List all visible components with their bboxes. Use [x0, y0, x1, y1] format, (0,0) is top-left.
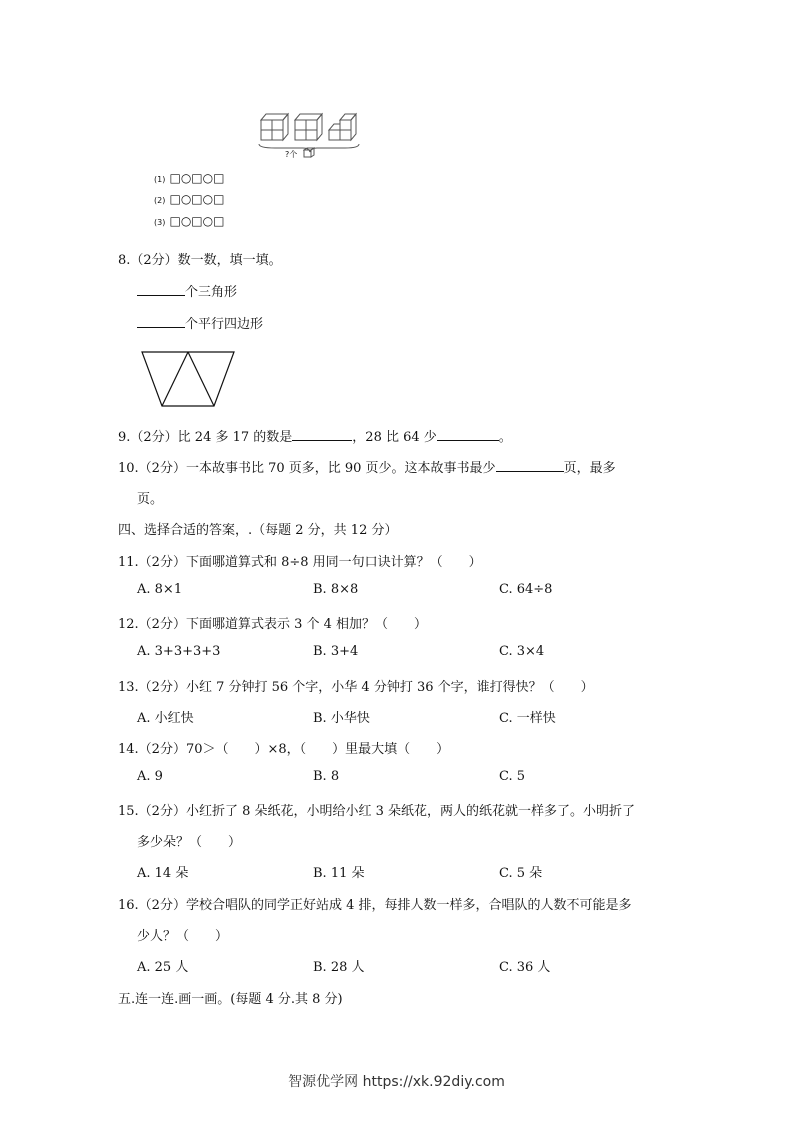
- question-15-cont: 多少朵？（ ）: [137, 835, 242, 850]
- parallelogram-count-blank[interactable]: [137, 313, 185, 328]
- question-16-cont: 少人？（ ）: [137, 929, 229, 944]
- question-9-part2: ，28 比 64 少: [352, 430, 437, 445]
- option-c[interactable]: C. 5: [499, 769, 526, 784]
- shape-boxes[interactable]: □○□○□: [169, 171, 225, 185]
- option-a[interactable]: A. 小红快: [137, 711, 194, 726]
- option-c[interactable]: C. 5 朵: [499, 866, 543, 881]
- answer-blank-9a[interactable]: [292, 426, 352, 441]
- question-10-cont: 页。: [137, 492, 164, 507]
- small-cube-icon: [303, 147, 315, 159]
- question-9-part1: 9.（2分）比 24 多 17 的数是: [118, 430, 293, 445]
- question-14-stem: 14.（2分）70＞（ ）×8，（ ）里最大填（ ）: [118, 742, 450, 757]
- cube-count-label: ?个: [285, 150, 298, 159]
- answer-blank-9b[interactable]: [437, 426, 499, 441]
- parallelogram-label: 个平行四边形: [185, 317, 264, 332]
- row-num: (2): [154, 196, 166, 205]
- question-12-stem: 12.（2分）下面哪道算式表示 3 个 4 相加？（ ）: [118, 617, 428, 632]
- question-8-stem: 8.（2分）数一数，填一填。: [118, 253, 282, 268]
- shape-boxes[interactable]: □○□○□: [169, 192, 225, 206]
- option-b[interactable]: B. 3+4: [313, 644, 359, 659]
- option-c[interactable]: C. 一样快: [499, 711, 556, 726]
- option-a[interactable]: A. 8×1: [137, 582, 183, 597]
- section-4-heading: 四、选择合适的答案，.（每题 2 分，共 12 分）: [118, 523, 398, 538]
- section-5-heading: 五.连一连.画一画。(每题 4 分.其 8 分): [118, 992, 343, 1007]
- question-9-part3: 。: [498, 430, 512, 445]
- option-a[interactable]: A. 14 朵: [137, 866, 189, 881]
- option-a[interactable]: A. 3+3+3+3: [137, 644, 221, 659]
- option-c[interactable]: C. 64÷8: [499, 582, 553, 597]
- question-13-stem: 13.（2分）小红 7 分钟打 56 个字，小华 4 分钟打 36 个字，谁打得快？（ ）: [118, 680, 594, 695]
- option-c[interactable]: C. 36 人: [499, 960, 551, 975]
- option-b[interactable]: B. 8: [313, 769, 340, 784]
- option-a[interactable]: A. 25 人: [137, 960, 189, 975]
- question-11-stem: 11.（2分）下面哪道算式和 8÷8 用同一句口诀计算？（ ）: [118, 555, 482, 570]
- row-num: (1): [154, 175, 166, 184]
- option-b[interactable]: B. 小华快: [313, 711, 370, 726]
- triangle-label: 个三角形: [185, 285, 238, 300]
- question-10-part1: 10.（2分）一本故事书比 70 页多，比 90 页少。这本故事书最少: [118, 461, 496, 476]
- option-a[interactable]: A. 9: [137, 769, 163, 784]
- row-num: (3): [154, 218, 166, 227]
- trapezoid-figure: [140, 350, 236, 410]
- shape-boxes[interactable]: □○□○□: [169, 214, 225, 228]
- option-b[interactable]: B. 11 朵: [313, 866, 365, 881]
- option-b[interactable]: B. 8×8: [313, 582, 359, 597]
- option-b[interactable]: B. 28 人: [313, 960, 365, 975]
- option-c[interactable]: C. 3×4: [499, 644, 545, 659]
- question-15-stem: 15.（2分）小红折了 8 朵纸花，小明给小红 3 朵纸花，两人的纸花就一样多了。小明折了: [118, 804, 636, 819]
- triangle-count-blank[interactable]: [137, 281, 185, 296]
- question-16-stem: 16.（2分）学校合唱队的同学正好站成 4 排，每排人数一样多，合唱队的人数不可能是多: [118, 898, 632, 913]
- answer-blank-10a[interactable]: [496, 457, 564, 472]
- question-10-part2: 页，最多: [563, 461, 616, 476]
- footer-watermark: 智源优学网 https://xk.92diy.com: [288, 1074, 505, 1090]
